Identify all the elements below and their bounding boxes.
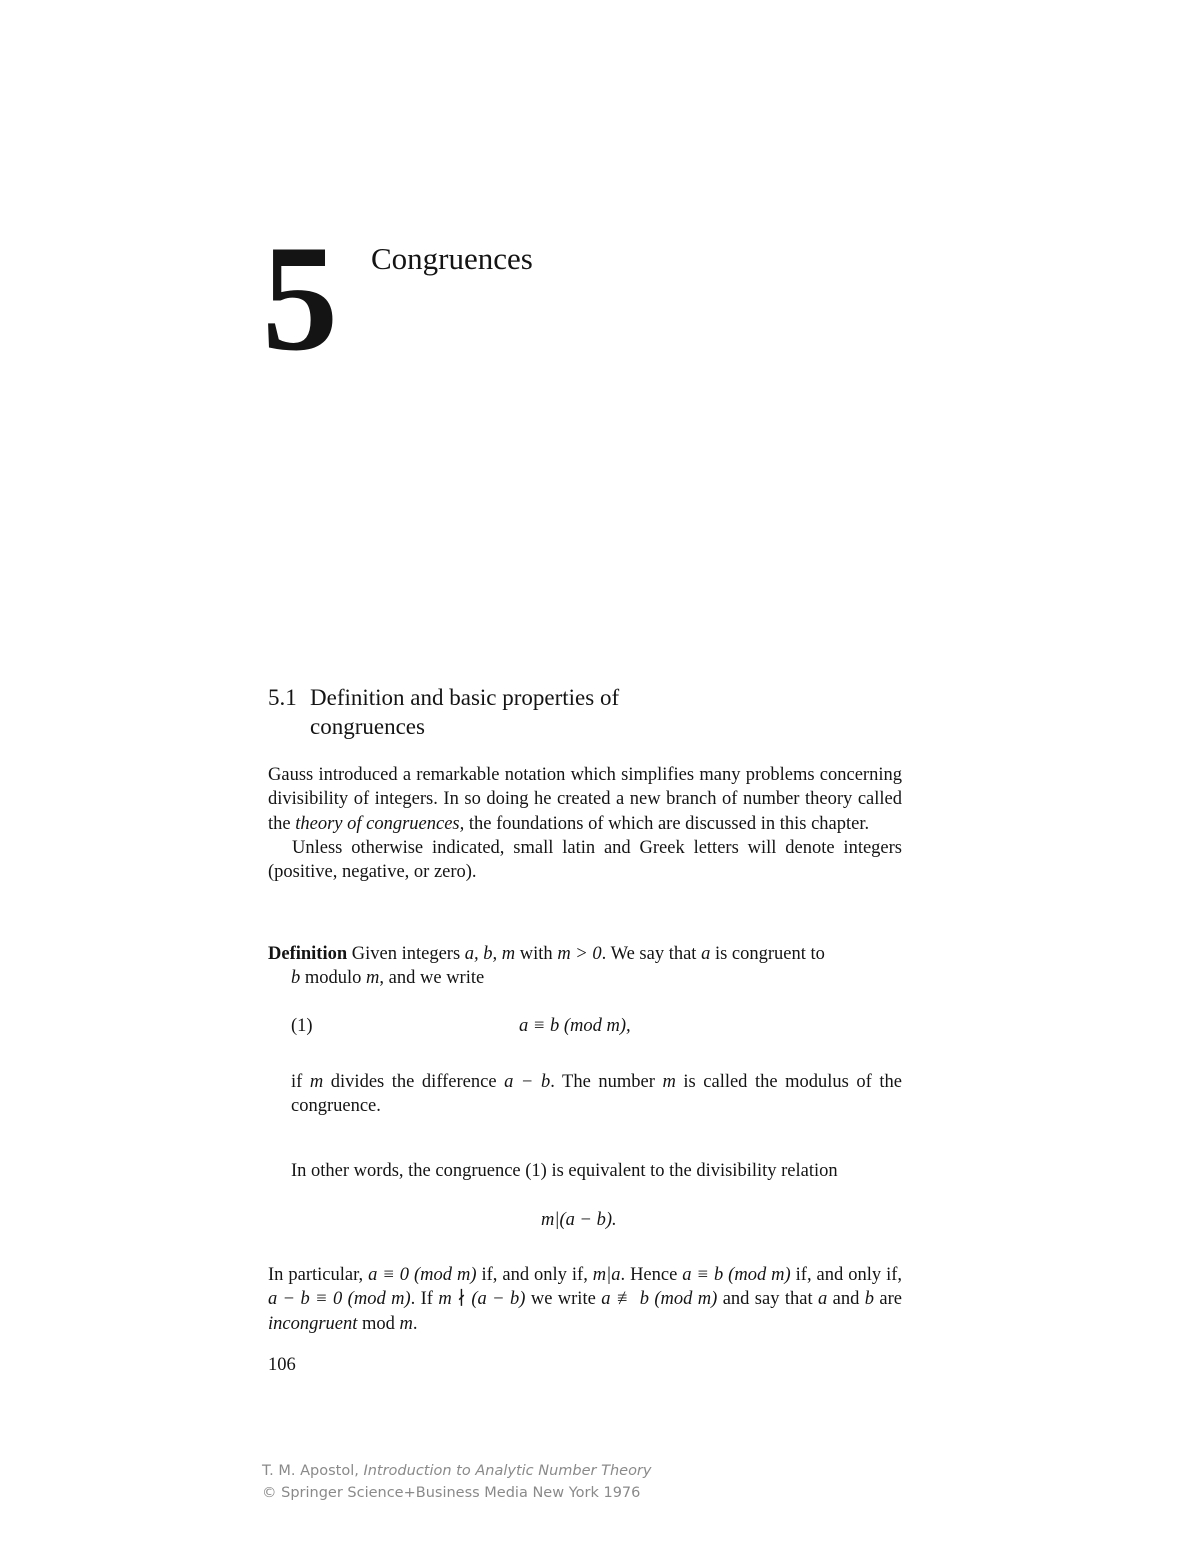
relation-text: m|(a − b). [541, 1210, 617, 1230]
particular-e6: a ≢ b (mod m) [601, 1289, 718, 1310]
particular-t10: mod [357, 1313, 400, 1334]
definition-block [268, 942, 902, 991]
definition-statement-cont [268, 966, 902, 990]
page-number: 106 [268, 1355, 296, 1375]
particular-e8: b [864, 1289, 874, 1310]
particular-t11: . [412, 1313, 418, 1334]
definition-var-m: m [366, 968, 380, 989]
particular-t7: and say that [717, 1289, 818, 1310]
definition-text-3: . We say that [601, 944, 702, 964]
particular-t1: In particular, [268, 1265, 369, 1285]
definition-text-1: Given integers [347, 944, 465, 964]
equivalence-text: In other words, the congruence (1) is equivalent to the divisibility relation [291, 1161, 838, 1181]
definition-condition: m > 0 [557, 944, 602, 964]
particular-e1: a ≡ 0 (mod m) [368, 1265, 477, 1285]
intro-p1-emphasis: theory of congruences, [295, 813, 465, 834]
particular-paragraph [268, 1263, 902, 1336]
section-number: 5.1 [268, 685, 297, 710]
equation-text: a ≡ b (mod m), [519, 1016, 631, 1036]
particular-e10: m [399, 1313, 413, 1334]
footer-copyright: © Springer Science+Business Media New York 1976 [262, 1485, 641, 1501]
definition-var-a: a [701, 944, 711, 964]
intro-paragraph-2: Unless otherwise indicated, small latin and Greek letters will denote integers (positive, negative, or zero). [268, 837, 902, 883]
definition-label: Definition [268, 944, 348, 964]
definition-vars: a, b, m [464, 944, 516, 964]
definition-after [291, 1070, 902, 1119]
particular-e5: m ∤ (a − b) [438, 1289, 526, 1310]
definition-text-4: is congruent to [710, 944, 825, 964]
definition-text-6: , and we write [379, 968, 485, 989]
particular-t5: . If [410, 1289, 439, 1310]
particular-e4: a − b ≡ 0 (mod m) [268, 1289, 411, 1310]
intro-paragraph-1 [268, 763, 902, 836]
section-title-line2: congruences [310, 714, 425, 739]
after-text-1: if [291, 1072, 310, 1092]
after-text-3: . The number [550, 1072, 663, 1092]
particular-t3: . Hence [620, 1265, 683, 1285]
particular-t9: are [874, 1289, 902, 1310]
intro-p1-b: the foundations of which are discussed in this chapter. [464, 813, 870, 834]
after-var-m: m [309, 1072, 324, 1092]
definition-text-2: with [515, 944, 558, 964]
footer-author: T. M. Apostol, [262, 1463, 364, 1479]
equation-congruence [519, 1016, 631, 1037]
footer-book-title: Introduction to Analytic Number Theory [363, 1463, 652, 1479]
chapter-title: Congruences [371, 241, 533, 276]
section-heading [268, 683, 748, 741]
after-text-2: divides the difference [323, 1072, 505, 1092]
particular-text [268, 1263, 902, 1336]
particular-t2: if, and only if, [476, 1265, 593, 1285]
equation-label: (1) [291, 1016, 313, 1036]
intro-text [268, 763, 902, 884]
chapter-number: 5 [262, 214, 336, 382]
after-var-m2: m [662, 1072, 676, 1092]
divisibility-relation [541, 1210, 617, 1231]
section-title-line1: Definition and basic properties of [310, 685, 620, 710]
particular-e2: m|a [592, 1265, 621, 1285]
particular-e3: a ≡ b (mod m) [682, 1265, 791, 1285]
after-text-4: is called the modulus of the congruence. [291, 1072, 902, 1117]
after-difference: a − b [504, 1072, 551, 1092]
particular-e9: incongruent [268, 1313, 358, 1334]
particular-t4: if, and only if, [790, 1265, 903, 1285]
definition-var-b: b [291, 968, 301, 989]
particular-t6: we write [525, 1289, 602, 1310]
intro-p1-a: Gauss introduced a remarkable notation which simplifies many problems concerning divisibility of integers. In so doing he created a new branch of number theory called the [268, 765, 902, 834]
footer-citation [262, 1463, 651, 1479]
definition-statement [268, 942, 902, 966]
particular-t8: and [827, 1289, 865, 1310]
particular-e7: a [818, 1289, 828, 1310]
definition-after-text [291, 1070, 902, 1119]
definition-text-5: modulo [300, 968, 367, 989]
